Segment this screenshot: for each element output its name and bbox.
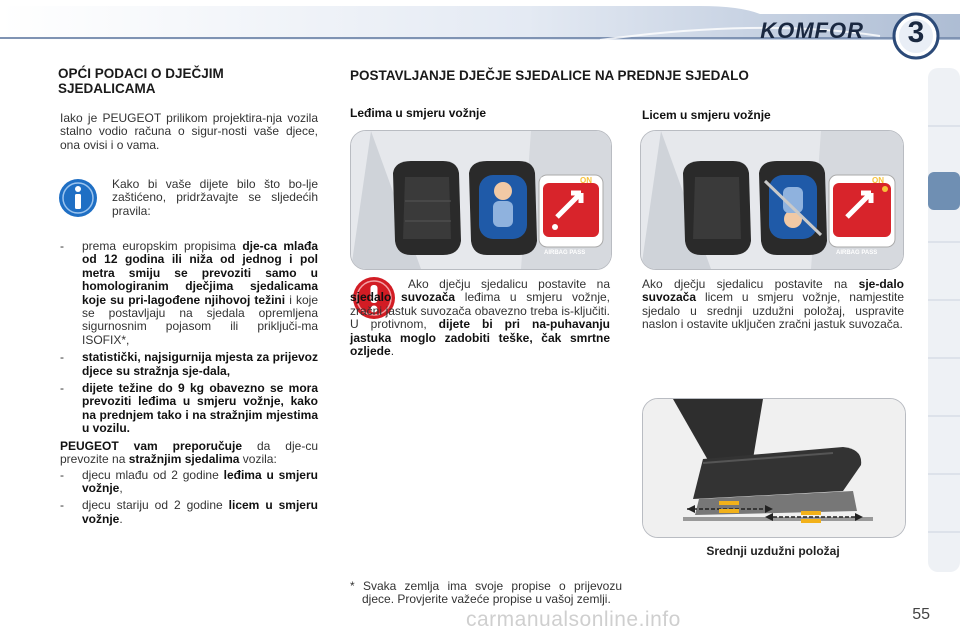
left-heading: OPĆI PODACI O DJEČJIM SJEDALICAMA (58, 66, 224, 96)
forward-bold: sje-dalo suvozača (642, 277, 904, 305)
age-item-1 (60, 469, 318, 496)
warning-bold: sjedalo suvozača (350, 290, 456, 305)
airbag-on-label: ON (580, 176, 592, 185)
recommendation (60, 440, 318, 467)
watermark: carmanualsonline.info (466, 608, 681, 631)
forward-facing-illustration (640, 130, 904, 270)
airbag-off-label: OFF (540, 176, 556, 185)
age1-text: djecu mlađu od 2 godine (82, 467, 224, 482)
recommend-bold-2: stražnjim sjedalima (128, 452, 240, 467)
recommend-text: da dje-cu prevozite na (60, 438, 318, 467)
seat-position-caption: Srednji uzdužni položaj (706, 544, 840, 558)
chapter-title: KOMFOR (760, 18, 864, 43)
age2-text: djecu stariju od 2 godine (82, 498, 229, 513)
bullet-dash: - (60, 239, 64, 253)
warning-bold-2: dijete bi pri na-puhavanju jastuka moglo zadobiti teške, čak smrtne ozljede (350, 317, 610, 359)
chapter-tabs[interactable] (928, 68, 960, 572)
bullet-dash: - (60, 381, 64, 396)
bullet-dash: - (60, 467, 64, 482)
right-heading: POSTAVLJANJE DJEČJE SJEDALICE NA PREDNJE SJEDALO (350, 68, 749, 83)
rear-facing-drawing (351, 131, 611, 269)
rule1-text: prema europskim propisima (82, 239, 243, 253)
age1-bold: leđima u smjeru vožnje (82, 467, 318, 495)
chapter-number: 3 (907, 16, 925, 49)
footnote: * Svaka zemlja ima svoje propise o prijevozu djece. Provjerite važeće propise u vašoj zemlji. (350, 579, 622, 607)
forward-tail: licem u smjeru vožnje, namjestite sjedalo u srednji uzdužni položaj, uspravite naslon i ostavite uključen zračni jastuk suvozača. (642, 290, 904, 332)
bullet-dash: - (60, 350, 64, 365)
rule-item-2 (60, 351, 318, 378)
seat-position-drawing (643, 399, 905, 537)
rear-facing-warning (350, 278, 610, 358)
info-icon (58, 178, 98, 218)
page-number: 55 (912, 606, 930, 623)
rule1-bold: dje-ca mlađa od 12 godina ili niža od jednog i pol metra smiju se prevoziti samo u homologiranim dječjima sjedalicama koje su pri-lagođene njihovoj težini (82, 239, 319, 307)
forward-text: Ako dječju sjedalicu postavite na (642, 277, 859, 291)
forward-facing-title: Licem u smjeru vožnje (642, 108, 771, 122)
airbag-pass-label: AIRBAG PASS (544, 250, 586, 256)
rule-item-3 (60, 382, 318, 436)
info-text: Kako bi vaše dijete bilo što bo-lje zaštićeno, pridržavajte se sljedećih pravila: (112, 177, 318, 218)
rear-facing-title: Leđima u smjeru vožnje (350, 106, 487, 120)
rule1-tail: i koje se postavljaju na sjedala opremljena sigurnosnim pojasom ili priključi-ma ISOFIX*, (82, 292, 318, 347)
age2-bold: licem u smjeru vožnje (82, 498, 318, 526)
recommend-end: vozila: (239, 452, 277, 467)
forward-facing-text (642, 278, 904, 332)
seat-position-illustration (642, 398, 906, 538)
age2-end: . (119, 511, 123, 526)
airbag-off-label-2: OFF (832, 176, 848, 185)
intro-text: Iako je PEUGEOT prilikom projektira-nja vozila stalno vodio računa o sigur-nosti vaše djece, ona ovisi i o vama. (60, 111, 318, 152)
age-item-2 (60, 499, 318, 526)
forward-facing-drawing (641, 131, 903, 269)
recommend-bold: PEUGEOT vam preporučuje (60, 438, 242, 453)
rule3-bold: dijete težine do 9 kg obavezno se mora prevoziti leđima u smjeru vožnje, kako na prednjem tako i na stražnjim mjestima u vozilu. (82, 381, 318, 436)
bullet-dash: - (60, 498, 64, 513)
airbag-on-label-2: ON (872, 176, 884, 185)
age1-end: , (119, 480, 123, 495)
warning-end: . (390, 344, 395, 359)
airbag-pass-label-2: AIRBAG PASS (836, 250, 878, 256)
rule-item-1 (60, 240, 318, 347)
rules-list (60, 240, 318, 526)
warning-mid: leđima u smjeru vožnje, zračni jastuk suvozača obavezno treba is-ključiti. U protivnom, (350, 290, 610, 332)
rear-facing-illustration (350, 130, 612, 270)
warning-text: Ako dječju sjedalicu postavite na (408, 277, 610, 291)
rule2-bold: statistički, najsigurnija mjesta za prijevoz djece su stražnja sje-dala, (82, 350, 318, 378)
